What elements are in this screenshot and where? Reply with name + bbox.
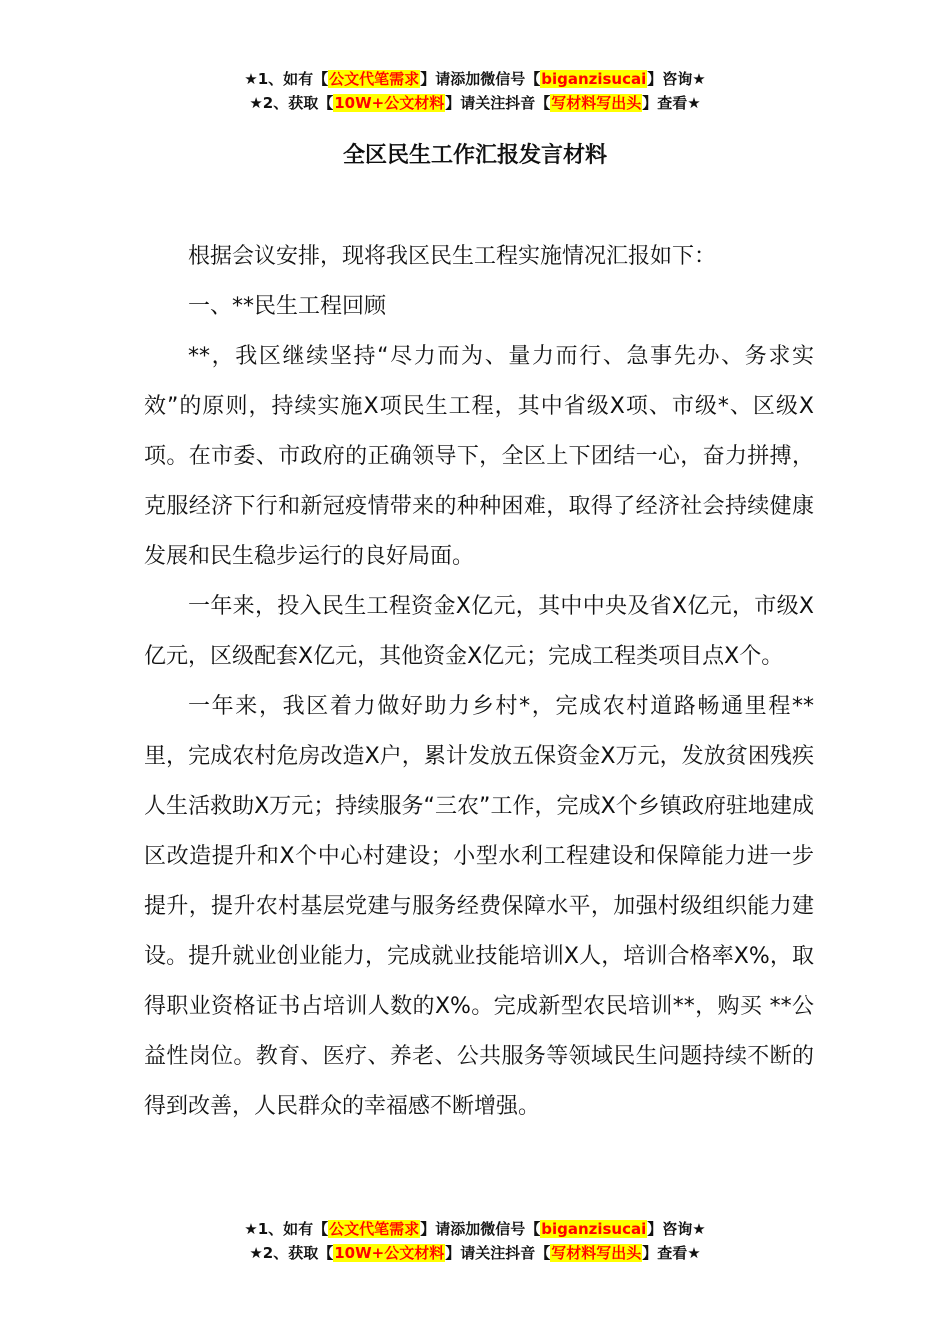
promo-highlight: 公文代笔需求 <box>329 1220 420 1238</box>
paragraph: **，我区继续坚持“尽力而为、量力而行、急事先办、务求实效”的原则，持续实施X项民生工程，其中省级X项、市级*、区级X项。在市委、市政府的正确领导下，全区上下团结一心，奋力拼搏，克服经济下行和新冠疫情带来的种种困难，取得了经济社会持续健康发展和民生稳步运行的良好局面。 <box>144 344 814 569</box>
promo-text: 】咨询★ <box>647 70 706 88</box>
promo-line-2 <box>0 1241 950 1265</box>
wechat-id-highlight: biganzisucai <box>541 70 647 88</box>
paragraph-intro: 根据会议安排，现将我区民生工程实施情况汇报如下： <box>188 244 717 269</box>
promo-text: 】请添加微信号【 <box>420 70 541 88</box>
promo-text: 】请添加微信号【 <box>420 1220 541 1238</box>
paragraph: 一年来，我区着力做好助力乡村*，完成农村道路畅通里程**里，完成农村危房改造X户，累计发放五保资金X万元，发放贫困残疾人生活救助X万元；持续服务“三农”工作，完成X个乡镇政府驻地建成区改造提升和X个中心村建设；小型水利工程建设和保障能力进一步提升，提升农村基层党建与服务经费保障水平，加强村级组织能力建设。提升就业创业能力，完成就业技能培训X人，培训合格率X%，取得职业资格证书占培训人数的X%。完成新型农民培训**，购买 **公益性岗位。教育、医疗、养老、公共服务等领域民生问题持续不断的得到改善，人民群众的幸福感不断增强。 <box>144 694 814 1119</box>
promo-text: 】咨询★ <box>647 1220 706 1238</box>
document-body <box>144 232 814 1132</box>
promo-text: 】查看★ <box>642 1244 701 1262</box>
wechat-id-highlight: biganzisucai <box>541 1220 647 1238</box>
promo-text: 】查看★ <box>642 94 701 112</box>
section-heading: 一、**民生工程回顾 <box>188 294 387 319</box>
promo-text: 】请关注抖音【 <box>445 1244 551 1262</box>
paragraph: 一年来，投入民生工程资金X亿元，其中中央及省X亿元，市级X亿元，区级配套X亿元，其他资金X亿元；完成工程类项目点X个。 <box>144 594 814 669</box>
promo-text: ★1、如有【 <box>244 70 329 88</box>
promo-text: ★1、如有【 <box>244 1220 329 1238</box>
promo-text: ★2、获取【 <box>249 1244 334 1262</box>
douyin-id-highlight: 写材料写出头 <box>551 1244 642 1262</box>
promo-line-1 <box>0 67 950 91</box>
promo-line-2 <box>0 91 950 115</box>
promo-line-1 <box>0 1217 950 1241</box>
promo-banner-bottom <box>0 1217 950 1265</box>
douyin-id-highlight: 写材料写出头 <box>551 94 642 112</box>
document-title: 全区民生工作汇报发言材料 <box>342 143 607 168</box>
promo-highlight: 10W+公文材料 <box>334 1244 445 1262</box>
promo-banner-top <box>0 67 950 115</box>
promo-text: 】请关注抖音【 <box>445 94 551 112</box>
promo-highlight: 公文代笔需求 <box>329 70 420 88</box>
promo-highlight: 10W+公文材料 <box>334 94 445 112</box>
promo-text: ★2、获取【 <box>249 94 334 112</box>
